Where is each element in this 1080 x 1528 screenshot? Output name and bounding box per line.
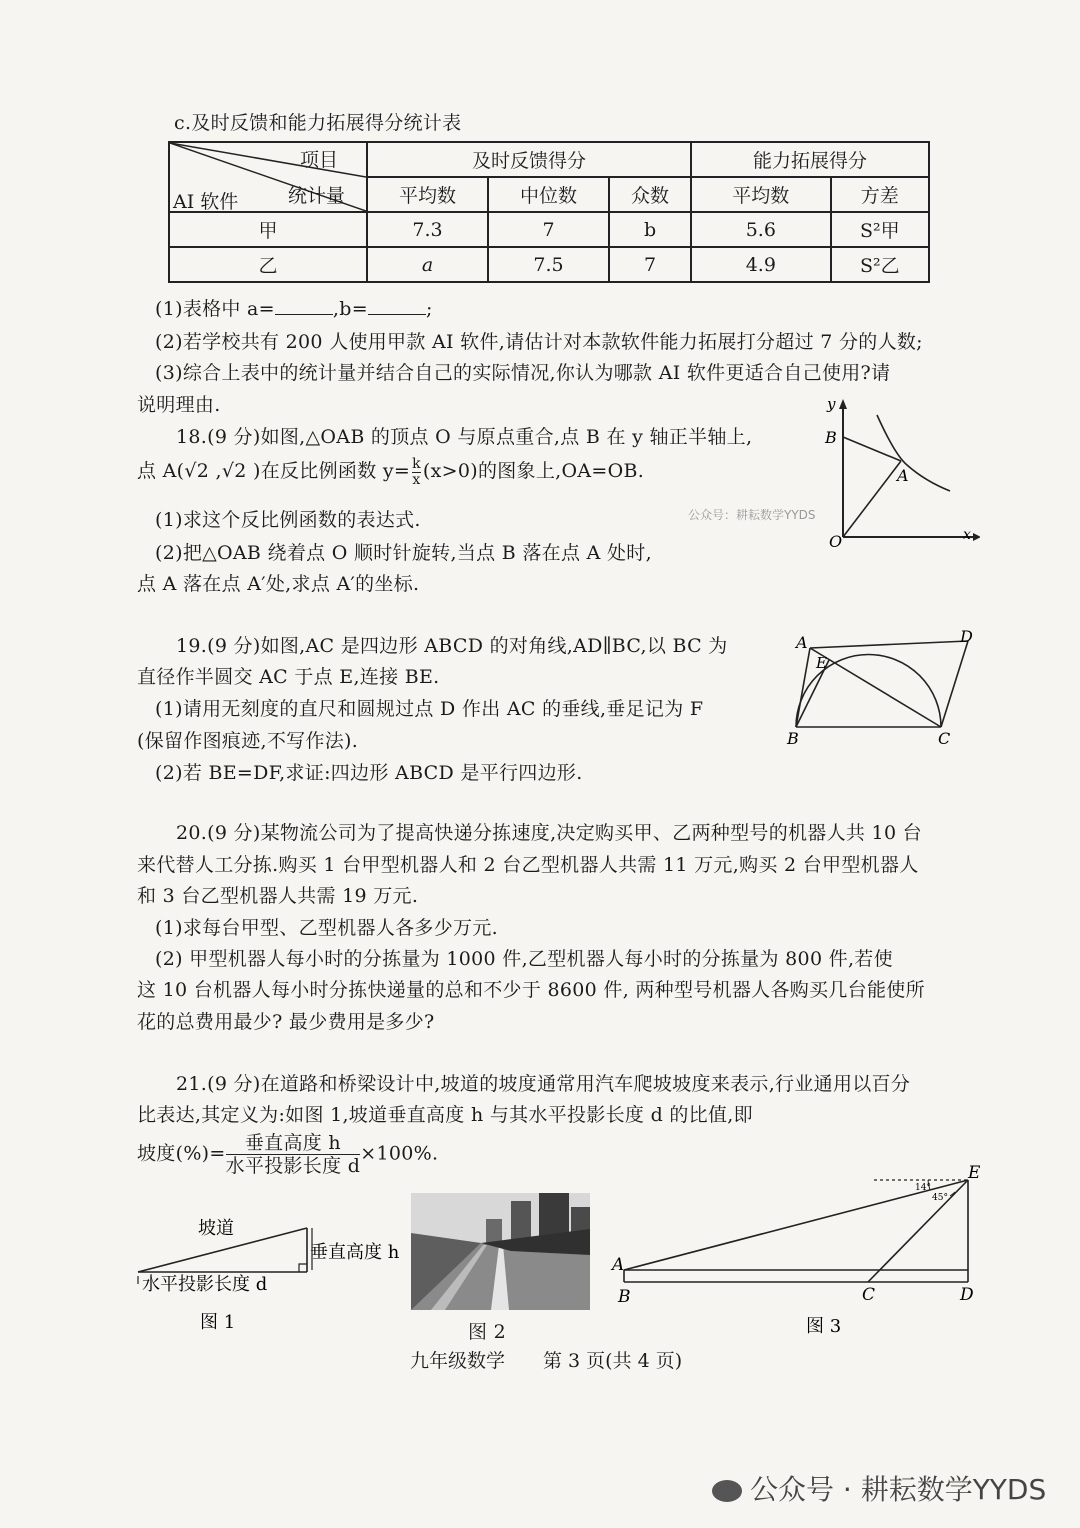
table-cell: a [367,247,488,282]
label-C: C [938,729,951,748]
label-B: B [825,428,837,447]
statistics-table [168,141,930,283]
q17-part3-cont: 说明理由. [137,394,221,416]
segment-CE [868,1180,968,1282]
bridge-road-illustration [411,1193,590,1310]
q20-line3: 和 3 台乙型机器人共需 19 万元. [137,885,419,907]
q18-line2 [137,456,644,488]
sub-header: 方差 [831,177,929,212]
q17-part1-b: ,b= [332,298,368,320]
answer-blank-a [275,298,333,315]
q19-part1: (1)请用无刻度的直尺和圆规过点 D 作出 AC 的垂线,垂足记为 F [155,698,704,720]
q17-part1-a: (1)表格中 a= [155,298,275,320]
label-x: x [963,527,971,543]
label-E: E [816,654,827,672]
corner-top-label: 项目 [300,149,339,171]
angle-label-45: 45° [932,1193,948,1203]
label-A: A [796,633,808,652]
sub-header: 平均数 [367,177,488,212]
q17-part2: (2)若学校共有 200 人使用甲款 AI 软件,请估计对本款软件能力拓展打分超过 7 分的人数; [155,331,923,353]
segment-OA [843,461,901,537]
table-cell: 7 [609,247,691,282]
figure-3 [610,1158,990,1338]
watermark-text: 公众号 · 耕耘数学YYDS [750,1473,1047,1506]
formula-numerator: 垂直高度 h [226,1132,361,1155]
label-B: B [787,729,799,748]
q19-line2: 直径作半圆交 AC 于点 E,连接 BE. [137,666,440,688]
q20-part2: (2) 甲型机器人每小时的分拣量为 1000 件,乙型机器人每小时的分拣量为 800 件,若使 [155,948,893,970]
label-O: O [829,532,843,550]
right-angle-mark [299,1264,307,1272]
fraction-denominator: x [412,471,421,488]
sub-header: 中位数 [488,177,609,212]
row-name: 甲 [169,212,367,247]
q17-part1-c: ; [425,298,433,320]
label-A: A [612,1255,625,1275]
q17-part3: (3)综合上表中的统计量并结合自己的实际情况,你认为哪款 AI 软件更适合自己使用?请 [155,362,891,384]
q18-line1: 18.(9 分)如图,△OAB 的顶点 O 与原点重合,点 B 在 y 轴正半轴上, [176,426,753,448]
group-header-extension: 能力拓展得分 [691,142,929,177]
q18-part2: (2)把△OAB 绕着点 O 顺时针旋转,当点 B 落在点 A 处时, [155,542,652,564]
q20-part2-cont1: 这 10 台机器人每小时分拣快递量的总和不少于 8600 件, 两种型号机器人各购买几台能使所 [137,979,925,1001]
q19-part2: (2)若 BE=DF,求证:四边形 ABCD 是平行四边形. [155,762,583,784]
segment-AE [624,1180,968,1270]
q17-part1 [155,294,433,321]
formula-rhs: ×100%. [360,1142,439,1165]
q18-figure [815,395,980,550]
figure-1-caption: 图 1 [200,1312,236,1333]
label-E: E [968,1163,981,1183]
table-cell: 4.9 [691,247,830,282]
x-axis-arrow [973,533,980,541]
segment-BA [843,437,901,461]
q19-line1: 19.(9 分)如图,AC 是四边形 ABCD 的对角线,AD∥BC,以 BC 为 [176,635,728,657]
wechat-icon [712,1480,742,1502]
answer-blank-b [368,298,426,315]
q18-part1: (1)求这个反比例函数的表达式. [155,509,421,531]
segment-AD [810,641,968,648]
formula-denominator: 水平投影长度 d [225,1155,361,1177]
y-axis-arrow [839,399,847,409]
inverse-fraction [412,457,421,488]
q19-figure [786,626,980,752]
row-name: 乙 [169,247,367,282]
figure-2-caption: 图 2 [468,1321,507,1343]
q21-line1: 21.(9 分)在道路和桥梁设计中,坡道的坡度通常用汽车爬坡坡度来表示,行业通用以百分 [176,1073,911,1095]
label-A: A [897,466,909,485]
corner-mid-label: 统计量 [288,185,346,207]
bridge-road-photo [411,1193,590,1310]
table-cell: 5.6 [691,212,830,247]
height-label: 垂直高度 h [310,1242,400,1263]
label-y: y [827,395,836,413]
sub-header: 众数 [609,177,691,212]
slope-label: 坡道 [198,1218,234,1239]
slope-formula [137,1132,438,1177]
formula-lhs: 坡度(%)= [137,1142,226,1165]
q18-line2-b: (x>0)的图象上,OA=OB. [422,460,645,482]
q21-line2: 比表达,其定义为:如图 1,坡道垂直高度 h 与其水平投影长度 d 的比值,即 [137,1104,753,1126]
group-header-feedback: 及时反馈得分 [367,142,691,177]
table-cell: S²甲 [831,212,929,247]
table-cell: 7.3 [367,212,488,247]
small-watermark: 公众号：耕耘数学YYDS [688,508,816,522]
base-label: 水平投影长度 d [142,1274,268,1295]
q18-line2-a: 点 A(√2 ,√2 )在反比例函数 y= [137,460,411,482]
page-footer: 九年级数学 第 3 页(共 4 页) [410,1350,683,1372]
figure-3-caption: 图 3 [806,1316,842,1337]
fraction-numerator: k [412,455,421,472]
table-cell: 7 [488,212,609,247]
label-D: D [960,627,973,646]
q20-part1: (1)求每台甲型、乙型机器人各多少万元. [155,917,498,939]
q18-part2-cont: 点 A 落在点 A′处,求点 A′的坐标. [137,573,420,595]
label-D: D [960,1285,974,1305]
table-row [169,247,929,282]
label-C: C [862,1285,876,1305]
corner-left-label: AI 软件 [173,191,239,213]
angle-label-14: 14° [915,1183,931,1193]
sub-header: 平均数 [691,177,830,212]
q20-line1: 20.(9 分)某物流公司为了提高快递分拣速度,决定购买甲、乙两种型号的机器人共 10 台 [176,822,922,844]
segment-AC [810,648,941,727]
formula-fraction [226,1132,361,1177]
q19-part1-cont: (保留作图痕迹,不写作法). [137,730,359,752]
hyperbola-curve [877,415,950,491]
segment-DC [941,641,968,727]
table-cell: S²乙 [831,247,929,282]
label-B: B [618,1287,631,1307]
q20-part2-cont2: 花的总费用最少? 最少费用是多少? [137,1011,435,1033]
table-corner-cell [169,142,367,212]
table-cell: b [609,212,691,247]
q20-line2: 来代替人工分拣.购买 1 台甲型机器人和 2 台乙型机器人共需 11 万元,购买 2 台甲型机器人 [137,854,919,876]
table-row [169,212,929,247]
table-cell: 7.5 [488,247,609,282]
figure-1 [132,1210,417,1335]
wechat-watermark [712,1468,1046,1508]
table-title: c.及时反馈和能力拓展得分统计表 [174,112,462,134]
